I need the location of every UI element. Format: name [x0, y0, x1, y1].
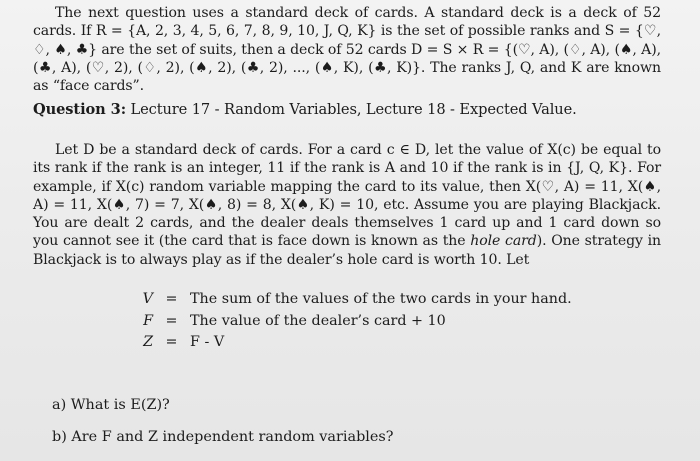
question-topic: Lecture 17 - Random Variables, Lecture 18 - Expected Value. — [130, 101, 577, 118]
definition-variable: Z — [143, 334, 153, 350]
intro-line-4: (♢, 2), (♠, 2), (♣, 2), ..., (♠, K), (♣, K)}. The ranks J, Q, and K are known as “face cards”. — [33, 59, 661, 95]
intro-line-1: The next question uses a standard deck of cards. A standard deck is a deck of 52 cards. If — [33, 5, 661, 40]
body-line-2: to its rank if the rank is an integer, 11 if the rank is A and 10 if the rank is in {J, Q, K}. — [33, 142, 661, 177]
body-line-3: For example, if X(c) random variable mapping the card to its value, then X(♡, A) = 11, — [33, 160, 661, 195]
body-line-5: Blackjack. You are dealt 2 cards, and the dealer deals themselves 1 card up and 1 card down — [33, 196, 661, 232]
definition-text: F - V — [190, 334, 225, 350]
definition-equals: = — [165, 334, 178, 350]
body-line-7: Blackjack is to always play as if the dealer’s hole card is worth 10. Let — [33, 251, 530, 268]
body-line-6-post: ). One strategy in — [536, 233, 661, 250]
body-line-6-pre: so you cannot see it (the card that is face down is known as the — [33, 215, 661, 250]
hole-card-term: hole card — [470, 233, 537, 250]
definition-row — [133, 289, 572, 311]
definition-variable: F — [143, 312, 153, 329]
definition-text: The sum of the values of the two cards in your hand. — [190, 291, 572, 307]
intro-line-3: the set of suits, then a deck of 52 cards D = S × R = {(♡, A), (♢, A), (♠, A), (♣, A), (♡, 2), — [33, 41, 661, 76]
body-line-1: Let D be a standard deck of cards. For a card c ∈ D, let the value of X(c) be equal — [55, 142, 642, 158]
question-heading — [33, 101, 661, 119]
definition-variable: V — [142, 291, 153, 307]
problem-paragraph — [33, 141, 661, 269]
part-a: a) What is E(Z)? — [52, 397, 170, 413]
definition-row — [133, 311, 572, 333]
definition-text: The value of the dealer’s card + 10 — [190, 312, 446, 329]
intro-paragraph — [33, 4, 661, 95]
body-line-4: X(♠, A) = 11, X(♠, 7) = 7, X(♠, 8) = 8, X(♠, K) = 10, etc. Assume you are playing — [33, 178, 662, 213]
part-b: b) Are F and Z independent random variables? — [52, 429, 394, 445]
definition-row — [133, 332, 572, 354]
definition-equals: = — [165, 291, 178, 307]
intro-line-2: R = {A, 2, 3, 4, 5, 6, 7, 8, 9, 10, J, Q, K} is the set of possible ranks and S = {♡, ♢, ♠, ♣} are — [33, 23, 661, 58]
question-label: Question 3: — [33, 101, 126, 118]
definition-equals: = — [165, 312, 178, 329]
variable-definitions — [133, 289, 572, 354]
